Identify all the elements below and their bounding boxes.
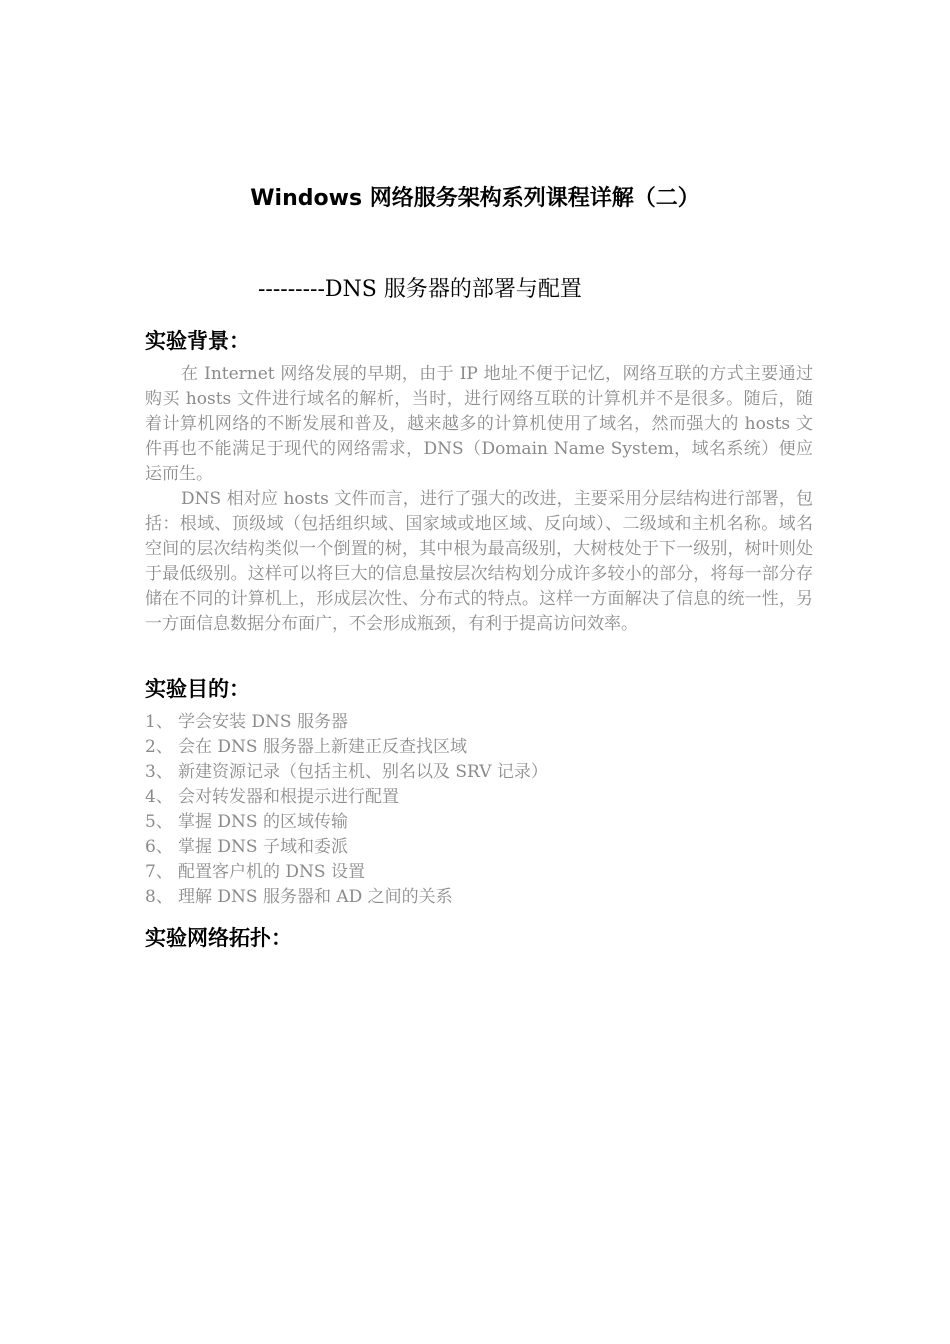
list-item: [145, 885, 548, 910]
background-paragraph-2: DNS 相对应 hosts 文件而言，进行了强大的改进，主要采用分层结构进行部署，包括：根域、顶级域（包括组织域、国家域或地区域、反向域）、二级域和主机名称。域名空间的层次结构类似一个倒置的树，其中根为最高级别，大树枝处于下一级别，树叶则处于最低级别。这样可以将巨大的信息量按层次结构划分成许多较小的部分，将每一部分存储在不同的计算机上，形成层次性、分布式的特点。这样一方面解决了信息的统一性，另一方面信息数据分布面广，不会形成瓶颈，有利于提高访问效率。: [145, 489, 813, 634]
list-item: [145, 735, 548, 760]
heading-objectives: 实验目的：: [145, 676, 250, 701]
background-paragraph-1: 在 Internet 网络发展的早期，由于 IP 地址不便于记忆，网络互联的方式主要通过购买 hosts 文件进行域名的解析，当时，进行网络互联的计算机并不是很多。随后，随着计算机网络的不断发展和普及，越来越多的计算机使用了域名，然而强大的 hosts 文件再也不能满足于现代的网络需求，DNS（Domain Name System，域名系统）便应运而生。: [145, 364, 813, 484]
list-item-text: 理解 DNS 服务器和 AD 之间的关系: [178, 887, 453, 907]
list-item: [145, 835, 548, 860]
objectives-list: [145, 710, 548, 910]
list-item-text: 配置客户机的 DNS 设置: [178, 862, 365, 882]
list-item-number: 1、: [145, 712, 173, 732]
list-item: [145, 810, 548, 835]
list-item-text: 掌握 DNS 的区域传输: [178, 812, 348, 832]
list-item-text: 新建资源记录（包括主机、别名以及 SRV 记录）: [178, 762, 548, 782]
list-item-number: 6、: [145, 837, 173, 857]
heading-topology: 实验网络拓扑：: [145, 925, 292, 950]
list-item: [145, 785, 548, 810]
list-item-text: 会对转发器和根提示进行配置: [178, 787, 399, 807]
document-title: Windows 网络服务架构系列课程详解（二）: [250, 186, 700, 211]
list-item-number: 4、: [145, 787, 173, 807]
list-item-number: 5、: [145, 812, 173, 832]
list-item-number: 7、: [145, 862, 173, 882]
list-item-number: 3、: [145, 762, 173, 782]
list-item-number: 2、: [145, 737, 173, 757]
list-item: [145, 860, 548, 885]
list-item: [145, 760, 548, 785]
list-item-text: 学会安装 DNS 服务器: [178, 712, 348, 732]
heading-background: 实验背景：: [145, 328, 250, 353]
list-item-number: 8、: [145, 887, 173, 907]
background-text: [145, 362, 813, 637]
list-item-text: 掌握 DNS 子域和委派: [178, 837, 348, 857]
document-subtitle: ---------DNS 服务器的部署与配置: [258, 277, 582, 302]
list-item-text: 会在 DNS 服务器上新建正反查找区域: [178, 737, 467, 757]
list-item: [145, 710, 548, 735]
